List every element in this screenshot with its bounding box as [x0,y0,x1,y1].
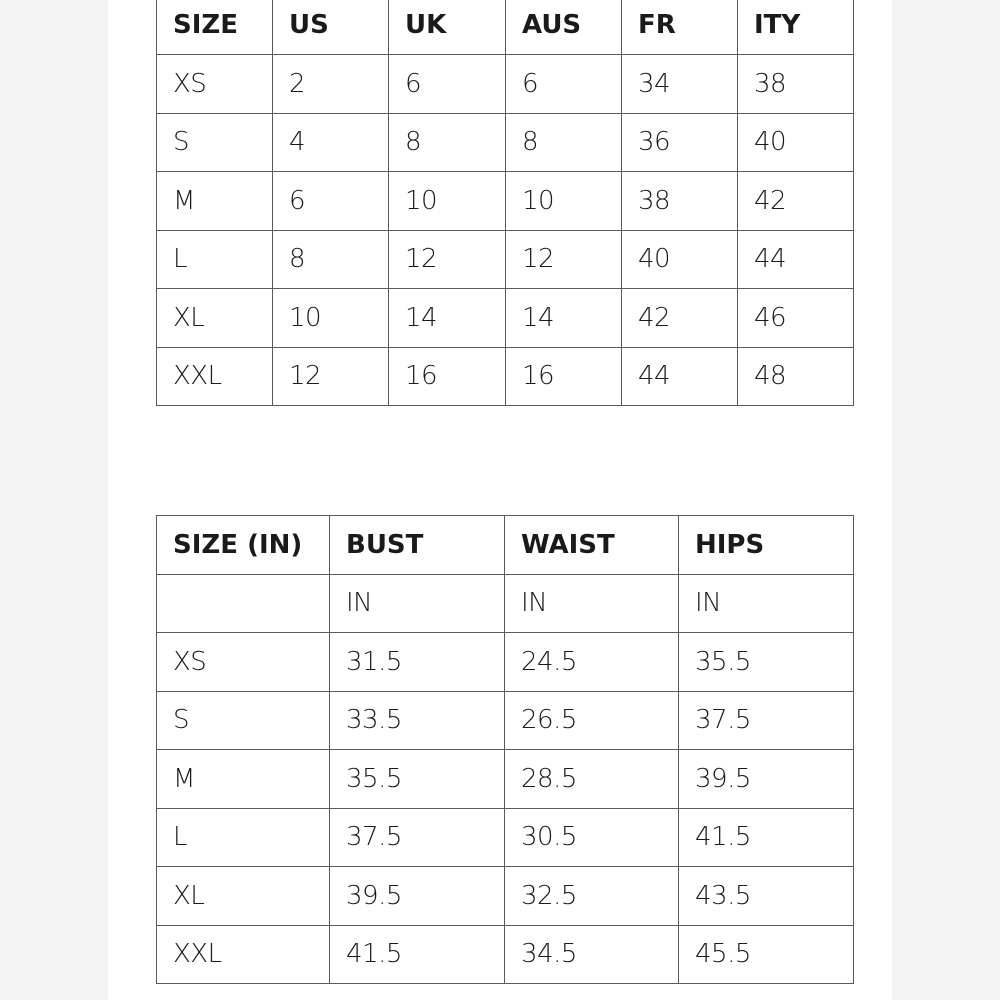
table-cell: 42 [738,172,854,231]
table-row [157,230,854,289]
table-cell: S [157,113,273,172]
table-cell: 33.5 [330,691,505,750]
table-cell: 48 [738,347,854,406]
table-cell: 8 [506,113,622,172]
table-cell: 6 [273,172,389,231]
table-cell: 2 [273,55,389,114]
table-cell: 39.5 [679,750,854,809]
table-cell: 32.5 [505,867,679,926]
table-cell: 41.5 [679,808,854,867]
size-measurement-table [156,515,854,984]
table-cell: 10 [506,172,622,231]
table-cell [157,574,330,633]
column-header: ITY [738,0,854,55]
table-cell: 41.5 [330,925,505,984]
table-cell: 40 [738,113,854,172]
table-cell: S [157,691,330,750]
table-cell: 8 [273,230,389,289]
table-cell: 14 [506,289,622,348]
table-cell: 16 [389,347,506,406]
table-row [157,113,854,172]
table-row [157,867,854,926]
column-header: US [273,0,389,55]
table-row [157,172,854,231]
table-cell: XL [157,867,330,926]
table-cell: 31.5 [330,633,505,692]
table-cell: 34 [622,55,738,114]
table-cell: 12 [506,230,622,289]
table-cell: IN [679,574,854,633]
table-cell: 14 [389,289,506,348]
table-cell: IN [330,574,505,633]
table-cell: 6 [389,55,506,114]
column-header: FR [622,0,738,55]
table-cell: L [157,230,273,289]
table-cell: 8 [389,113,506,172]
column-header: SIZE [157,0,273,55]
table-row [157,750,854,809]
table-cell: 42 [622,289,738,348]
table-cell: 30.5 [505,808,679,867]
table-cell: 35.5 [330,750,505,809]
table-cell: 45.5 [679,925,854,984]
table-cell: M [157,172,273,231]
table-row [157,289,854,348]
table-row [157,925,854,984]
table-cell: 4 [273,113,389,172]
table-cell: 40 [622,230,738,289]
table-cell: XL [157,289,273,348]
table-cell: IN [505,574,679,633]
header-row [157,516,854,575]
table-cell: 16 [506,347,622,406]
table-cell: 12 [273,347,389,406]
header-row [157,0,854,55]
column-header: AUS [506,0,622,55]
table-cell: 37.5 [330,808,505,867]
table-cell: XS [157,55,273,114]
table-cell: 39.5 [330,867,505,926]
table-cell: 35.5 [679,633,854,692]
table-cell: 6 [506,55,622,114]
table-row [157,55,854,114]
table-cell: 28.5 [505,750,679,809]
column-header: UK [389,0,506,55]
table-row [157,808,854,867]
table-row [157,347,854,406]
column-header: BUST [330,516,505,575]
table-cell: 36 [622,113,738,172]
column-header: WAIST [505,516,679,575]
table-cell: 26.5 [505,691,679,750]
table-cell: XS [157,633,330,692]
table-cell: L [157,808,330,867]
column-header: HIPS [679,516,854,575]
table-cell: XXL [157,347,273,406]
size-conversion-table [156,0,854,406]
table-cell: 38 [622,172,738,231]
table-cell: 10 [273,289,389,348]
table-cell: 44 [738,230,854,289]
table-cell: M [157,750,330,809]
table-cell: 24.5 [505,633,679,692]
table-row [157,633,854,692]
table-cell: 44 [622,347,738,406]
column-header: SIZE (IN) [157,516,330,575]
table-cell: 46 [738,289,854,348]
table-cell: 43.5 [679,867,854,926]
table-row [157,691,854,750]
table-cell: 34.5 [505,925,679,984]
table-cell: 38 [738,55,854,114]
table-cell: 10 [389,172,506,231]
units-row [157,574,854,633]
table-cell: 12 [389,230,506,289]
table-cell: XXL [157,925,330,984]
table-cell: 37.5 [679,691,854,750]
